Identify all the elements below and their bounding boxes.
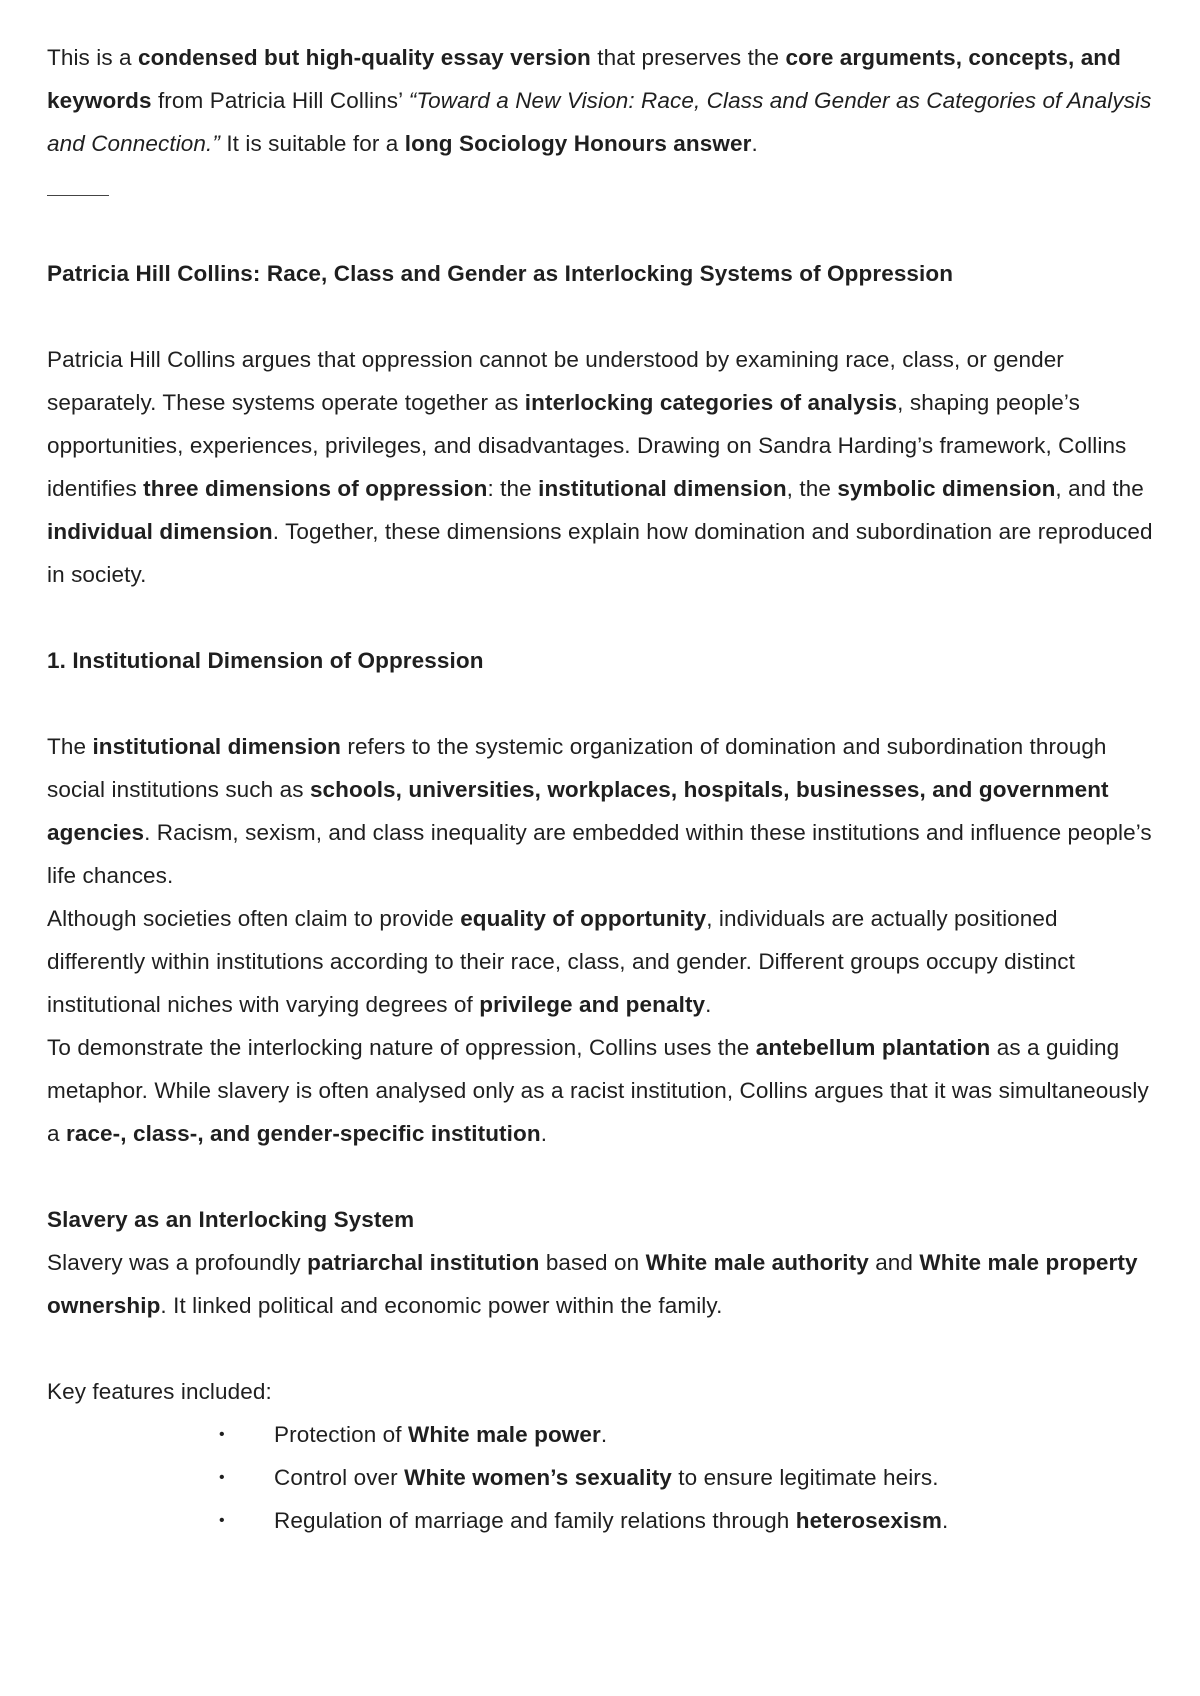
bold-text: schools, universities, workplaces, hospitals, businesses, and government agencies (47, 777, 1109, 845)
bullet-icon: • (219, 1426, 225, 1443)
bullet-icon: • (219, 1469, 225, 1486)
bold-text: institutional dimension (92, 734, 341, 759)
bold-text: condensed but high-quality essay version (138, 45, 591, 70)
list-item: • Protection of White male power. (47, 1413, 1162, 1456)
bold-text: institutional dimension (538, 476, 787, 501)
bold-text: interlocking categories of analysis (524, 390, 898, 415)
bold-text: race-, class-, and gender-specific institution (65, 1121, 541, 1146)
equality-paragraph: Although societies often claim to provide equality of opportunity, individuals are actually positioned differently within institutions according to their race, class, and gender. Different groups occupy distinct institutional niches with varying degrees of privilege and penalty. (47, 906, 1076, 1017)
key-features-label: Key features included: (47, 1379, 272, 1404)
bold-text: individual dimension (47, 519, 273, 544)
essay-title: Patricia Hill Collins: Race, Class and Gender as Interlocking Systems of Oppression (47, 261, 954, 286)
section-heading-institutional: 1. Institutional Dimension of Oppression (47, 648, 484, 673)
bold-text: White women’s sexuality (404, 1465, 672, 1490)
section-divider (47, 195, 109, 196)
bold-text: White male authority (645, 1250, 869, 1275)
bold-text: three dimensions of oppression (143, 476, 488, 501)
list-item: • Regulation of marriage and family relations through heterosexism. (47, 1499, 1162, 1542)
overview-paragraph: Patricia Hill Collins argues that oppression cannot be understood by examining race, class, or gender separately. These systems operate together as interlocking categories of analysis, shaping people’s opportunities, experiences, privileges, and disadvantages. Drawing on Sandra Harding’s framework, Collins identifies three dimensions of oppression: the institutional dimension, the symbolic dimension, and the individual dimension. Together, these dimensions explain how domination and subordination are reproduced in society. (47, 347, 1153, 587)
subheading-slavery: Slavery as an Interlocking System (47, 1207, 415, 1232)
document-body (47, 36, 1162, 1542)
italic-title: “Toward a New Vision: Race, Class and Gender as Categories of Analysis and Connection.” (47, 88, 1152, 156)
slavery-paragraph: Slavery was a profoundly patriarchal institution based on White male authority and White male property ownership. It linked political and economic power within the family. (47, 1250, 1138, 1318)
plantation-paragraph: To demonstrate the interlocking nature of oppression, Collins uses the antebellum plantation as a guiding metaphor. While slavery is often analysed only as a racist institution, Collins argues that it was simultaneously a race-, class-, and gender-specific institution. (47, 1035, 1149, 1146)
bold-text: symbolic dimension (837, 476, 1056, 501)
intro-paragraph: This is a condensed but high-quality essay version that preserves the core arguments, concepts, and keywords from Patricia Hill Collins’ “Toward a New Vision: Race, Class and Gender as Categories of Analysis and Connection.” It is suitable for a long Sociology Honours answer. (47, 45, 1152, 156)
list-item: • Control over White women’s sexuality to ensure legitimate heirs. (47, 1456, 1162, 1499)
institutional-paragraph: The institutional dimension refers to the systemic organization of domination and subordination through social institutions such as schools, universities, workplaces, hospitals, businesses, and government agencies. Racism, sexism, and class inequality are embedded within these institutions and influence people’s life chances. (47, 734, 1152, 888)
bold-text: heterosexism (795, 1508, 943, 1533)
bold-text: patriarchal institution (307, 1250, 540, 1275)
bold-text: White male property ownership (47, 1250, 1138, 1318)
bold-text: core arguments, concepts, and keywords (47, 45, 1121, 113)
bold-text: long Sociology Honours answer (404, 131, 752, 156)
bold-text: privilege and penalty (479, 992, 706, 1017)
bold-text: White male power (407, 1422, 601, 1447)
bullet-icon: • (219, 1512, 225, 1529)
bold-text: equality of opportunity (460, 906, 707, 931)
key-features-list (47, 1413, 1162, 1542)
bold-text: antebellum plantation (755, 1035, 991, 1060)
